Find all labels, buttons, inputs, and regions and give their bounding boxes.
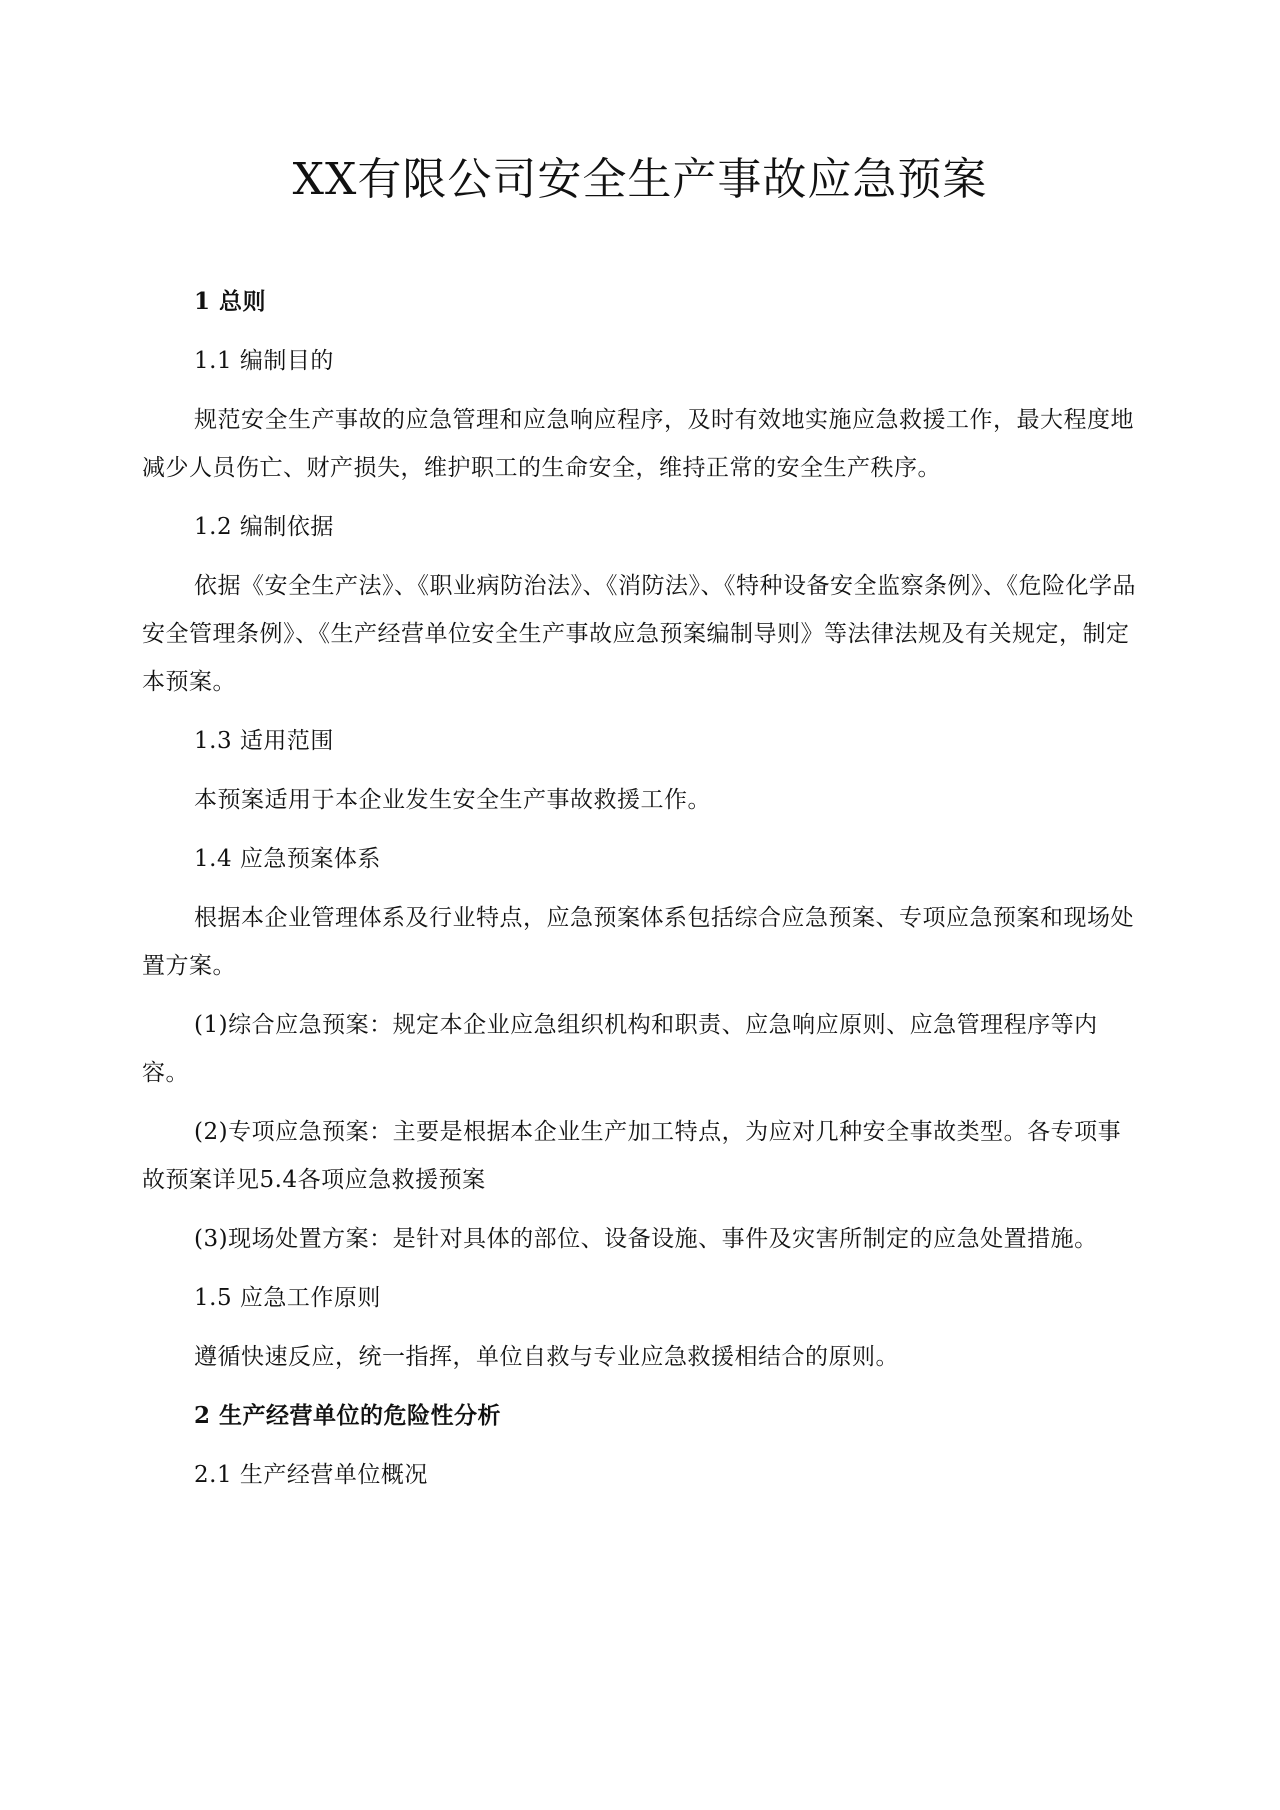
subsection-heading: 1.1 编制目的 xyxy=(194,348,334,374)
paragraph: 根据本企业管理体系及行业特点，应急预案体系包括综合应急预案、专项应急预案和现场处置方案。 xyxy=(142,905,1134,979)
document-title: XX有限公司安全生产事故应急预案 xyxy=(292,154,988,205)
list-paragraph: (3)现场处置方案：是针对具体的部位、设备设施、事件及灾害所制定的应急处置措施。 xyxy=(194,1226,1098,1252)
subsection-heading: 1.4 应急预案体系 xyxy=(194,846,381,872)
subsection-heading: 2.1 生产经营单位概况 xyxy=(194,1462,428,1488)
subsection-heading: 1.3 适用范围 xyxy=(194,728,334,754)
subsection-heading: 1.2 编制依据 xyxy=(194,514,334,540)
paragraph: 依据《安全生产法》、《职业病防治法》、《消防法》、《特种设备安全监察条例》、《危险化学品安全管理条例》、《生产经营单位安全生产事故应急预案编制导则》等法律法规及有关规定，制定本预案。 xyxy=(142,573,1136,695)
section-heading: 1 总则 xyxy=(194,288,267,315)
document-body xyxy=(142,278,1140,1499)
section-heading: 2 生产经营单位的危险性分析 xyxy=(194,1402,502,1429)
paragraph: 本预案适用于本企业发生安全生产事故救援工作。 xyxy=(194,787,711,813)
list-paragraph: (1)综合应急预案：规定本企业应急组织机构和职责、应急响应原则、应急管理程序等内容。 xyxy=(142,1012,1098,1086)
list-paragraph: (2)专项应急预案：主要是根据本企业生产加工特点，为应对几种安全事故类型。各专项事故预案详见5.4各项应急救援预案 xyxy=(142,1119,1122,1193)
paragraph: 遵循快速反应，统一指挥，单位自救与专业应急救援相结合的原则。 xyxy=(194,1344,899,1370)
paragraph: 规范安全生产事故的应急管理和应急响应程序，及时有效地实施应急救援工作，最大程度地减少人员伤亡、财产损失，维护职工的生命安全，维持正常的安全生产秩序。 xyxy=(142,407,1134,481)
subsection-heading: 1.5 应急工作原则 xyxy=(194,1285,381,1311)
